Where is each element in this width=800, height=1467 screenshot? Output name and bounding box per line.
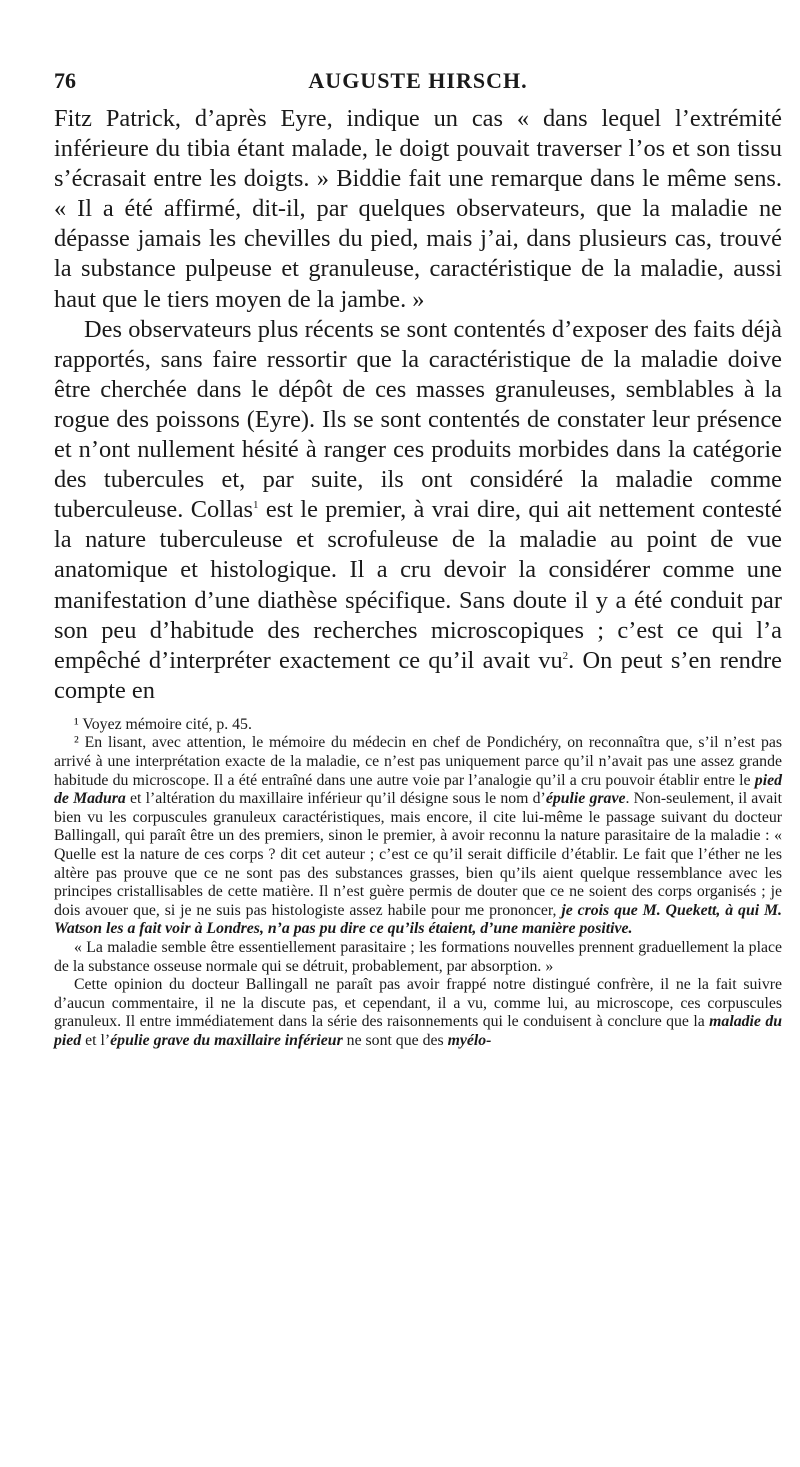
footnote-text: ne sont que des bbox=[342, 1031, 448, 1049]
footnote-text: Cette opinion du docteur Ballingall ne paraît pas avoir frappé notre distingué confrère, il ne la fait suivre d’aucun commentaire, il ne la discute pas, et cependant, il a vu, comme lui, au microscope, ces corpuscules granuleux. Il entre immédiatement dans la série des raisonnements qui le conduisent à conclure que la bbox=[54, 976, 782, 1031]
italic-term: pied de Madura bbox=[54, 771, 782, 808]
page-header bbox=[54, 68, 782, 104]
book-page bbox=[54, 0, 782, 1051]
footnote-text: et l’altération du maxillaire inférieur qu’il désigne sous le nom d’ bbox=[125, 790, 546, 808]
paragraph bbox=[54, 104, 782, 315]
footnote-mark: ² bbox=[74, 734, 79, 752]
footnote-text: En lisant, avec attention, le mémoire du médecin en chef de Pondichéry, on reconnaîtra que, s’il n’est pas arrivé à une interprétation exacte de la maladie, ce n’est pas uniquement parce qu’il n’avait pas une assez grande habitude du microscope. Il a été entraîné dans une autre voie par l’analogie qu’il a cru pouvoir établir entre le bbox=[54, 734, 782, 789]
italic-term: maladie du pied bbox=[54, 1013, 782, 1049]
footnote-2-quote bbox=[54, 939, 782, 976]
main-text bbox=[54, 104, 782, 706]
italic-term: myélo- bbox=[447, 1031, 492, 1049]
footnote-reference: 2 bbox=[562, 649, 569, 662]
footnotes bbox=[54, 716, 782, 1051]
paragraph-text: Des observateurs plus récents se sont contentés d’exposer des faits déjà rapportés, sans faire ressortir que la caractéristique de la maladie doive être cherchée dans le dépôt de ces masses granuleuses, semblables à la rogue des poissons (Eyre). Ils se sont contentés de constater leur présence et n’ont nullement hésité à ranger ces produits morbides dans la catégorie des tubercules et, par suite, ils ont considéré la maladie comme tuberculeuse. Collas bbox=[54, 315, 782, 524]
footnote-mark: ¹ bbox=[74, 715, 79, 733]
italic-term: épulie grave bbox=[545, 790, 626, 808]
footnote-text: « La maladie semble être essentiellement parasitaire ; les formations nouvelles prennent graduellement la place de la substance osseuse normale qui se détruit, probablement, par absorption. » bbox=[54, 939, 782, 975]
footnote-2 bbox=[54, 734, 782, 939]
footnote-2-commentary bbox=[54, 976, 782, 1050]
footnote-reference: 1 bbox=[253, 499, 259, 512]
italic-quote: je crois que M. Quekett, à qui M. Watson les a fait voir à Londres, n’a pas pu dire ce qu’ils étaient, d’une manière positive. bbox=[54, 901, 782, 938]
footnote-text: . Non-seulement, il avait bien vu les corpuscules granuleux caractéristiques, mais encore, il cite lui-même le passage suivant du docteur Ballingall, qui paraît être un des premiers, sinon le premier, à avoir reconnu la nature parasitaire de la maladie : « Quelle est la nature de ces corps ? dit cet auteur ; c’est ce qu’il serait difficile d’établir. Le fait que l’éther ne les altère pas prouve que ce ne sont pas des substances grasses, bien qu’ils aient quelque ressemblance avec les principes cristallisables de cette matière. Il n’est guère permis de douter que ce ne soient des corps organisés ; je dois avouer que, si je ne suis pas histologiste assez habile pour me prononcer, bbox=[54, 790, 782, 919]
paragraph bbox=[54, 315, 782, 706]
footnote-text: et l’ bbox=[81, 1031, 111, 1049]
footnote-1 bbox=[54, 716, 782, 735]
running-head: AUGUSTE HIRSCH. bbox=[308, 68, 528, 93]
page-number: 76 bbox=[54, 68, 76, 93]
footnote-text: Voyez mémoire cité, p. 45. bbox=[78, 715, 252, 733]
paragraph-text: . On peut s’en rendre compte en bbox=[54, 646, 783, 704]
paragraph-text: Fitz Patrick, d’après Eyre, indique un cas « dans lequel l’extrémité inférieure du tibia étant malade, le doigt pouvait traverser l’os et son tissu s’écrasait entre les doigts. » Biddie fait une remarque dans le même sens. « Il a été affirmé, dit-il, par quelques observateurs, que la maladie ne dépasse jamais les chevilles du pied, mais j’ai, dans plusieurs cas, trouvé la substance pulpeuse et granuleuse, caractéristique de la maladie, aussi haut que le tiers moyen de la jambe. » bbox=[54, 105, 782, 313]
italic-term: épulie grave du maxillaire inférieur bbox=[110, 1031, 343, 1049]
paragraph-text: est le premier, à vrai dire, qui ait nettement contesté la nature tuberculeuse et scrofuleuse de la maladie au point de vue anatomique et histologique. Il a cru devoir la considérer comme une manifestation d’une diathèse spécifique. Sans doute il y a été conduit par son peu d’habitude des recherches microscopiques ; c’est ce qui l’a empêché d’interpréter exactement ce qu’il avait vu bbox=[54, 496, 782, 674]
